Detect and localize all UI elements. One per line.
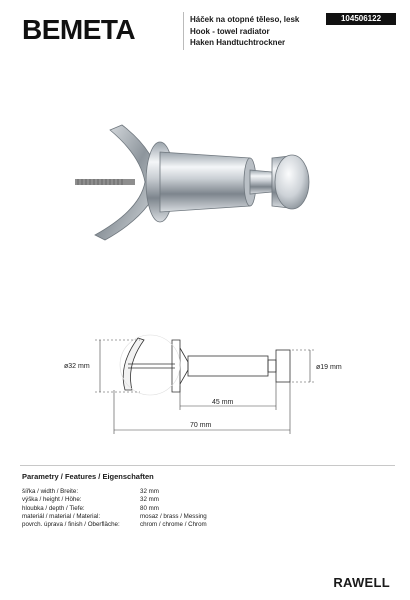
brand-text: BEMETA	[22, 14, 136, 44]
param-label: povrch. úprava / finish / Oberfläche:	[22, 521, 120, 529]
technical-drawing	[40, 320, 380, 440]
dim-height: ø32 mm	[64, 363, 90, 370]
param-value: chrom / chrome / Chrom	[140, 521, 207, 529]
param-value: mosaz / brass / Messing	[140, 512, 207, 520]
param-label: hloubka / depth / Tiefe:	[22, 504, 85, 512]
title-line-de: Haken Handtuchtrockner	[190, 38, 286, 47]
product-code-badge: 104506122	[326, 13, 396, 25]
product-title	[190, 14, 299, 49]
hook-neck	[250, 170, 272, 194]
param-row-material	[22, 513, 207, 521]
param-value: 80 mm	[140, 504, 159, 512]
screw-thread	[75, 179, 135, 185]
dim-body: 45 mm	[212, 399, 234, 406]
param-row-height	[22, 496, 207, 504]
dim-knob: ø19 mm	[316, 364, 342, 371]
title-line-en: Hook - towel radiator	[190, 26, 270, 36]
series-name: RAWELL	[333, 575, 390, 590]
product-photo	[50, 100, 350, 250]
hook-body	[160, 152, 250, 212]
param-row-finish	[22, 521, 207, 529]
dim-total: 70 mm	[190, 422, 212, 429]
params-table	[22, 488, 207, 529]
section-divider	[20, 465, 395, 466]
title-line-cz: Háček na otopné těleso, lesk	[190, 15, 300, 24]
params-title: Parametry / Features / Eigenschaften	[22, 472, 154, 481]
param-row-depth	[22, 505, 207, 513]
param-label: materiál / material / Material:	[22, 512, 101, 520]
param-label: šířka / width / Breite:	[22, 488, 79, 495]
param-value: 32 mm	[140, 488, 159, 495]
param-label: výška / height / Höhe:	[22, 496, 82, 504]
param-value: 32 mm	[140, 496, 159, 504]
bemeta-logo	[22, 14, 172, 44]
param-row-width	[22, 488, 207, 496]
header-divider	[183, 12, 184, 50]
hook-knob	[275, 155, 309, 209]
